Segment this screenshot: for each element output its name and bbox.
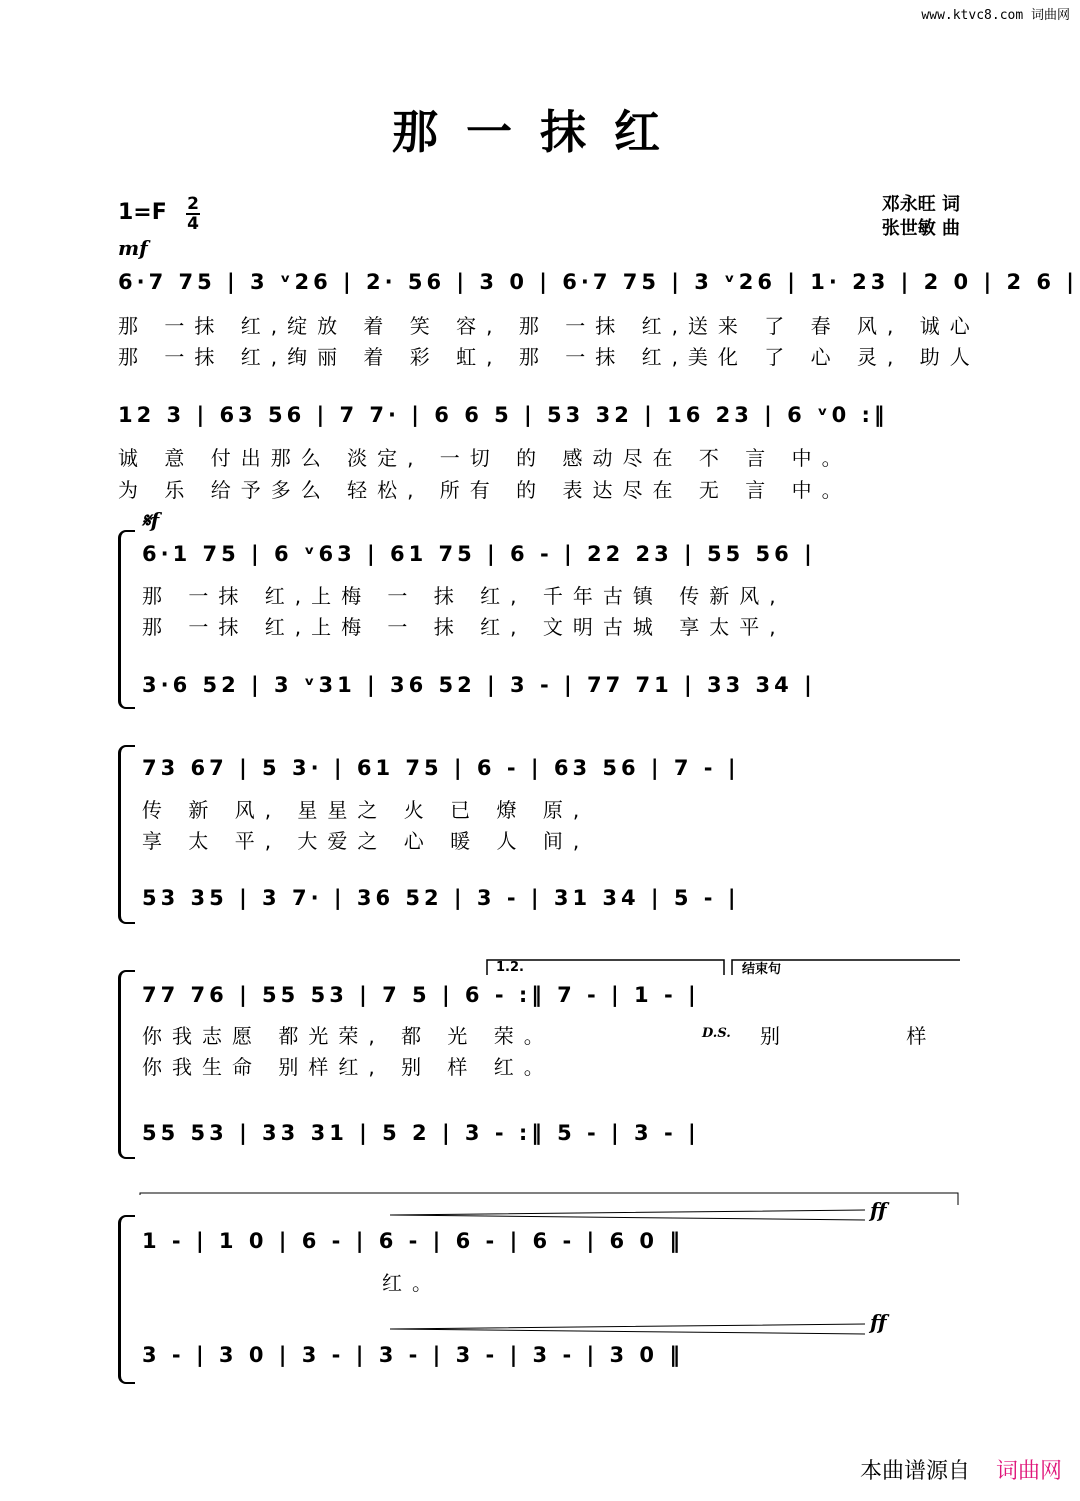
- sys5-upper-notes: 77 76 | 55 53 | 7 5 | 6 - :‖ 7 - | 1 - |: [142, 983, 700, 1007]
- sys6-lyric1: 红。: [382, 1271, 442, 1295]
- sys6-upper-notes: 1 - | 1 0 | 6 - | 6 - | 6 - | 6 - | 6 0 ‖: [142, 1229, 684, 1253]
- footer-source-label: 本曲谱源自: [859, 1459, 970, 1484]
- sys1-lyric1: 那 一抹 红,绽放 着 笑 容, 那 一抹 红,送来 了 春 风, 诚心: [118, 314, 980, 338]
- volta-label: 1.2.: [496, 960, 524, 975]
- sys5-lyric2: 你我生命 别样红, 别 样 红。: [142, 1055, 554, 1079]
- ds-marking: D.S.: [702, 1026, 731, 1041]
- time-top: 2: [187, 194, 199, 214]
- sys3-upper-notes: 6·1 75 | 6 ᵛ63 | 61 75 | 6 - | 22 23 | 55 56 |: [142, 542, 816, 566]
- dynamic-ff-upper: ff: [870, 1198, 887, 1222]
- dynamic-mf: mf: [118, 236, 148, 260]
- footer-site-link[interactable]: 词曲网: [995, 1459, 1062, 1484]
- key-signature: 1=F: [118, 200, 167, 225]
- sys2-lyric2: 为 乐 给予多么 轻松, 所有 的 表达尽在 无 言 中。: [118, 478, 852, 502]
- sys4-lower-notes: 53 35 | 3 7· | 36 52 | 3 - | 31 34 | 5 - |: [142, 886, 740, 910]
- composer: 张世敏 曲: [881, 218, 960, 239]
- sys5-lower-notes: 55 53 | 33 31 | 5 2 | 3 - :‖ 5 - | 3 - |: [142, 1121, 700, 1145]
- sys2-notes: 12 3 | 63 56 | 7 7· | 6 6 5 | 53 32 | 16 23 | 6 ᵛ0 :‖: [118, 403, 889, 427]
- song-title: 那一抹红: [392, 105, 688, 159]
- dynamic-segno-f: 𝄋f: [142, 508, 160, 532]
- sys4-lyric2: 享 太 平, 大爱之 心 暖 人 间,: [142, 829, 590, 853]
- dynamic-ff-lower: ff: [870, 1310, 887, 1334]
- coda-label: 结束句: [742, 962, 782, 977]
- sys3-lyric2: 那 一抹 红,上梅 一 抹 红, 文明古城 享太平,: [142, 615, 786, 639]
- site-watermark: www.ktvc8.com 词曲网: [921, 8, 1070, 23]
- sys3-lyric1: 那 一抹 红,上梅 一 抹 红, 千年古镇 传新风,: [142, 584, 786, 608]
- sys2-lyric1: 诚 意 付出那么 淡定, 一切 的 感动尽在 不 言 中。: [118, 446, 852, 470]
- sys5-lyric1: 你我志愿 都光荣, 都 光 荣。: [142, 1024, 554, 1048]
- sys4-lyric1: 传 新 风, 星星之 火 已 燎 原,: [142, 798, 590, 822]
- sys5-lyric1-coda: 别 样: [760, 1024, 987, 1048]
- time-bottom: 4: [187, 214, 199, 234]
- sys1-notes: 6·7 75 | 3 ᵛ26 | 2· 56 | 3 0 | 6·7 75 | 3 ᵛ26 | 1· 23 | 2 0 | 2 6 |: [118, 270, 1078, 294]
- sys3-lower-notes: 3·6 52 | 3 ᵛ31 | 36 52 | 3 - | 77 71 | 33 34 |: [142, 673, 816, 697]
- sys1-lyric2: 那 一抹 红,绚丽 着 彩 虹, 那 一抹 红,美化 了 心 灵, 助人: [118, 345, 980, 369]
- lyricist: 邓永旺 词: [881, 194, 960, 215]
- sys6-lower-notes: 3 - | 3 0 | 3 - | 3 - | 3 - | 3 - | 3 0 ‖: [142, 1343, 684, 1367]
- sys4-upper-notes: 73 67 | 5 3· | 61 75 | 6 - | 63 56 | 7 - |: [142, 756, 740, 780]
